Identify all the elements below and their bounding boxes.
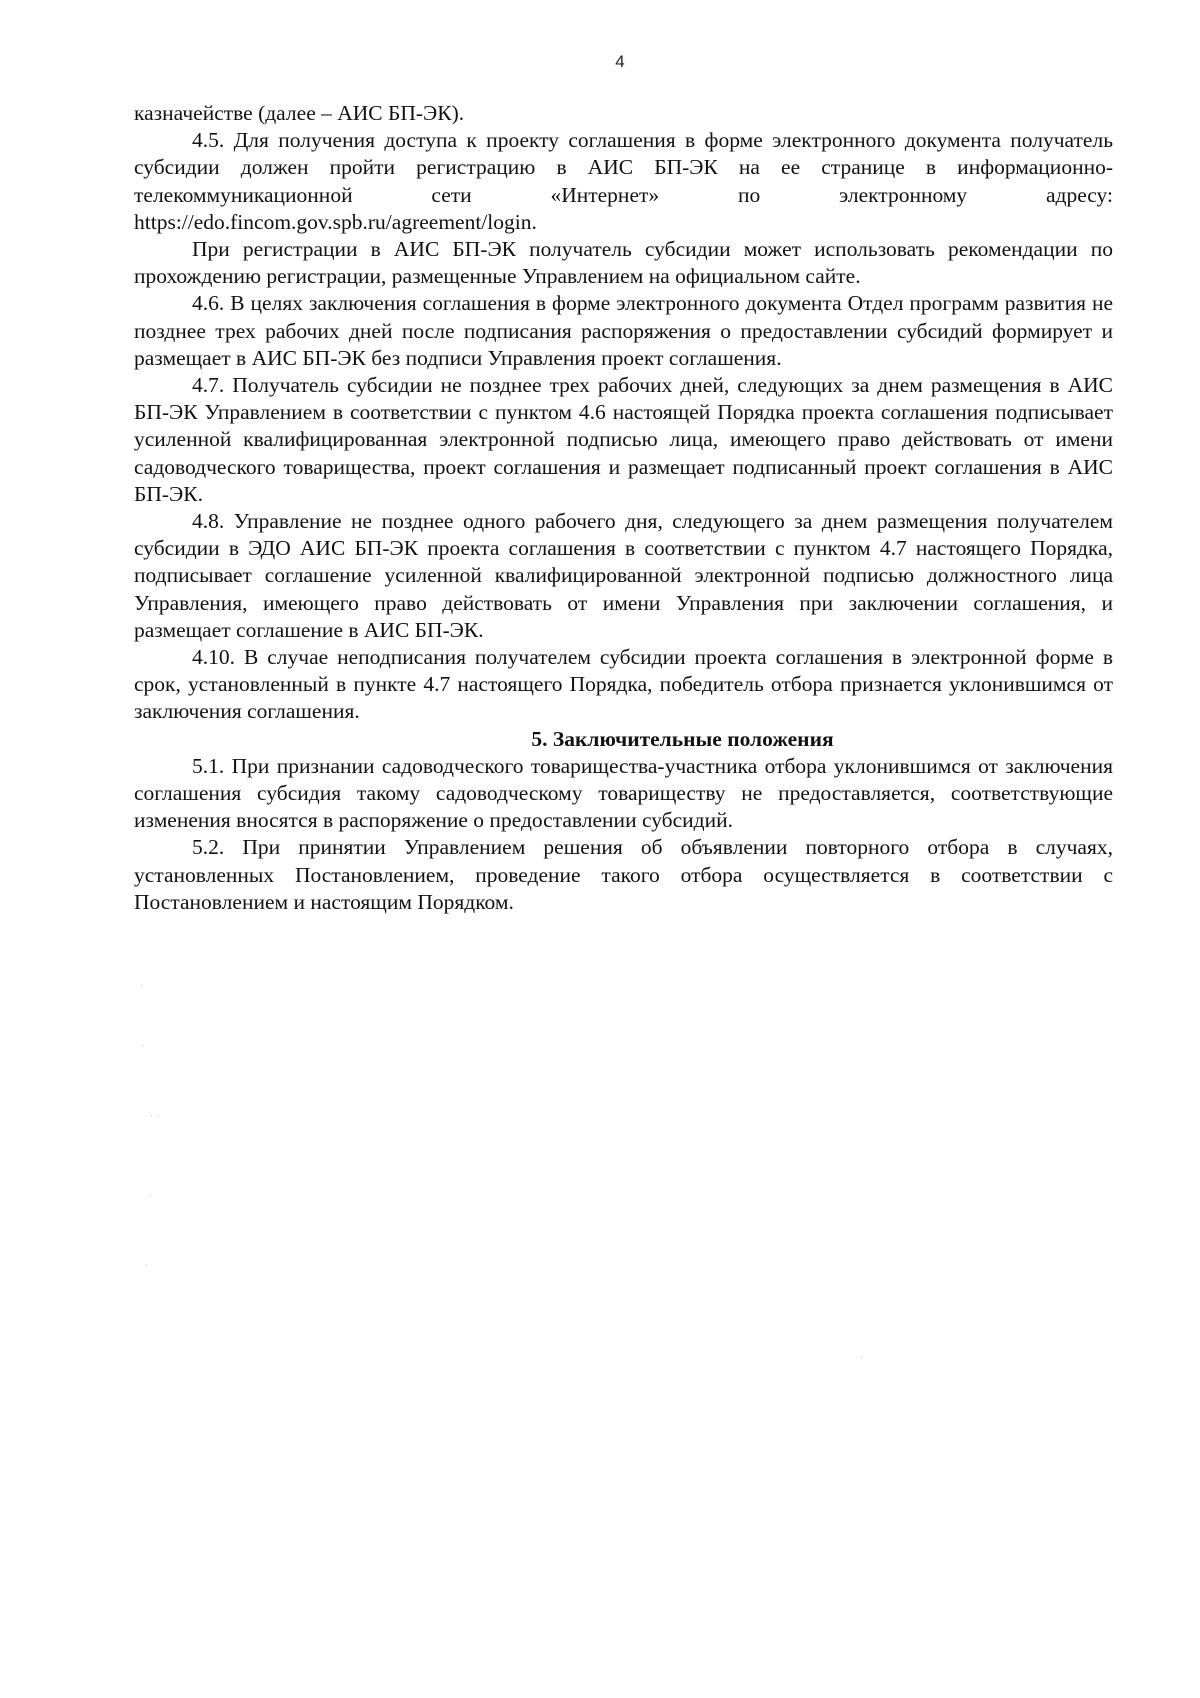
paragraph-4-6: 4.6. В целях заключения соглашения в форме электронного документа Отдел программ развития не позднее трех рабочих дней после подписания распоряжения о предоставлении субсидий формирует и размещает в АИС БП-ЭК без подписи Управления проект соглашения. [134,291,1113,370]
paragraph-4-8: 4.8. Управление не позднее одного рабочего дня, следующего за днем размещения получателем субсидии в ЭДО АИС БП-ЭК проекта соглашения в соответствии с пунктом 4.7 настоящего Порядка, подписывает соглашение усиленной квалифицированной электронной подписью должностного лица Управления, имеющего право действовать от имени Управления при заключении соглашения, и размещает соглашение в АИС БП-ЭК. [134,509,1113,642]
scan-artifact: · [145,1260,149,1271]
scan-artifact: · [148,1190,152,1201]
scan-artifact: · [140,980,144,991]
section-title: 5. Заключительные положения [531,726,834,751]
scan-artifact: · [860,1352,864,1363]
document-body [134,100,1113,916]
paragraph-4-5: 4.5. Для получения доступа к проекту соглашения в форме электронного документа получатель субсидии должен пройти регистрацию в АИС БП-ЭК на ее странице в информационно-телекоммуникационной сети «Интернет» по электронному адресу: https://edo.fincom.gov.spb.ru/agreement/login. [134,128,1113,234]
paragraph-continuation: казначействе (далее – АИС БП-ЭК). [134,101,465,125]
paragraph-4-7: 4.7. Получатель субсидии не позднее трех рабочих дней, следующих за днем размещения в АИС БП-ЭК Управлением в соответствии с пунктом 4.6 настоящей Порядка проекта соглашения подписывает усиленной квалифицированная электронной подписью лица, имеющего право действовать от имени садоводческого товарищества, проект соглашения и размещает подписанный проект соглашения в АИС БП-ЭК. [134,373,1113,506]
paragraph-5-1: 5.1. При признании садоводческого товарищества-участника отбора уклонившимся от заключения соглашения субсидия такому садоводческому товариществу не предоставляется, соответствующие изменения вносятся в распоряжение о предоставлении субсидий. [134,753,1113,833]
scan-artifact: · [142,1040,146,1051]
paragraph-registration-note: При регистрации в АИС БП-ЭК получатель субсидии может использовать рекомендации по прохождению регистрации, размещенные Управлением на официальном сайте. [134,237,1113,289]
scan-artifact: · · [150,1110,160,1121]
paragraph-5-2: 5.2. При принятии Управлением решения об объявлении повторного отбора в случаях, установленных Постановлением, проведение такого отбора осуществляется в соответствии с Постановлением и настоящим Порядком. [134,835,1113,914]
paragraph-4-10: 4.10. В случае неподписания получателем субсидии проекта соглашения в электронной форме в срок, установленный в пункте 4.7 настоящего Порядка, победитель отбора признается уклонившимся от заключения соглашения. [134,645,1113,724]
page-number: 4 [615,52,625,71]
